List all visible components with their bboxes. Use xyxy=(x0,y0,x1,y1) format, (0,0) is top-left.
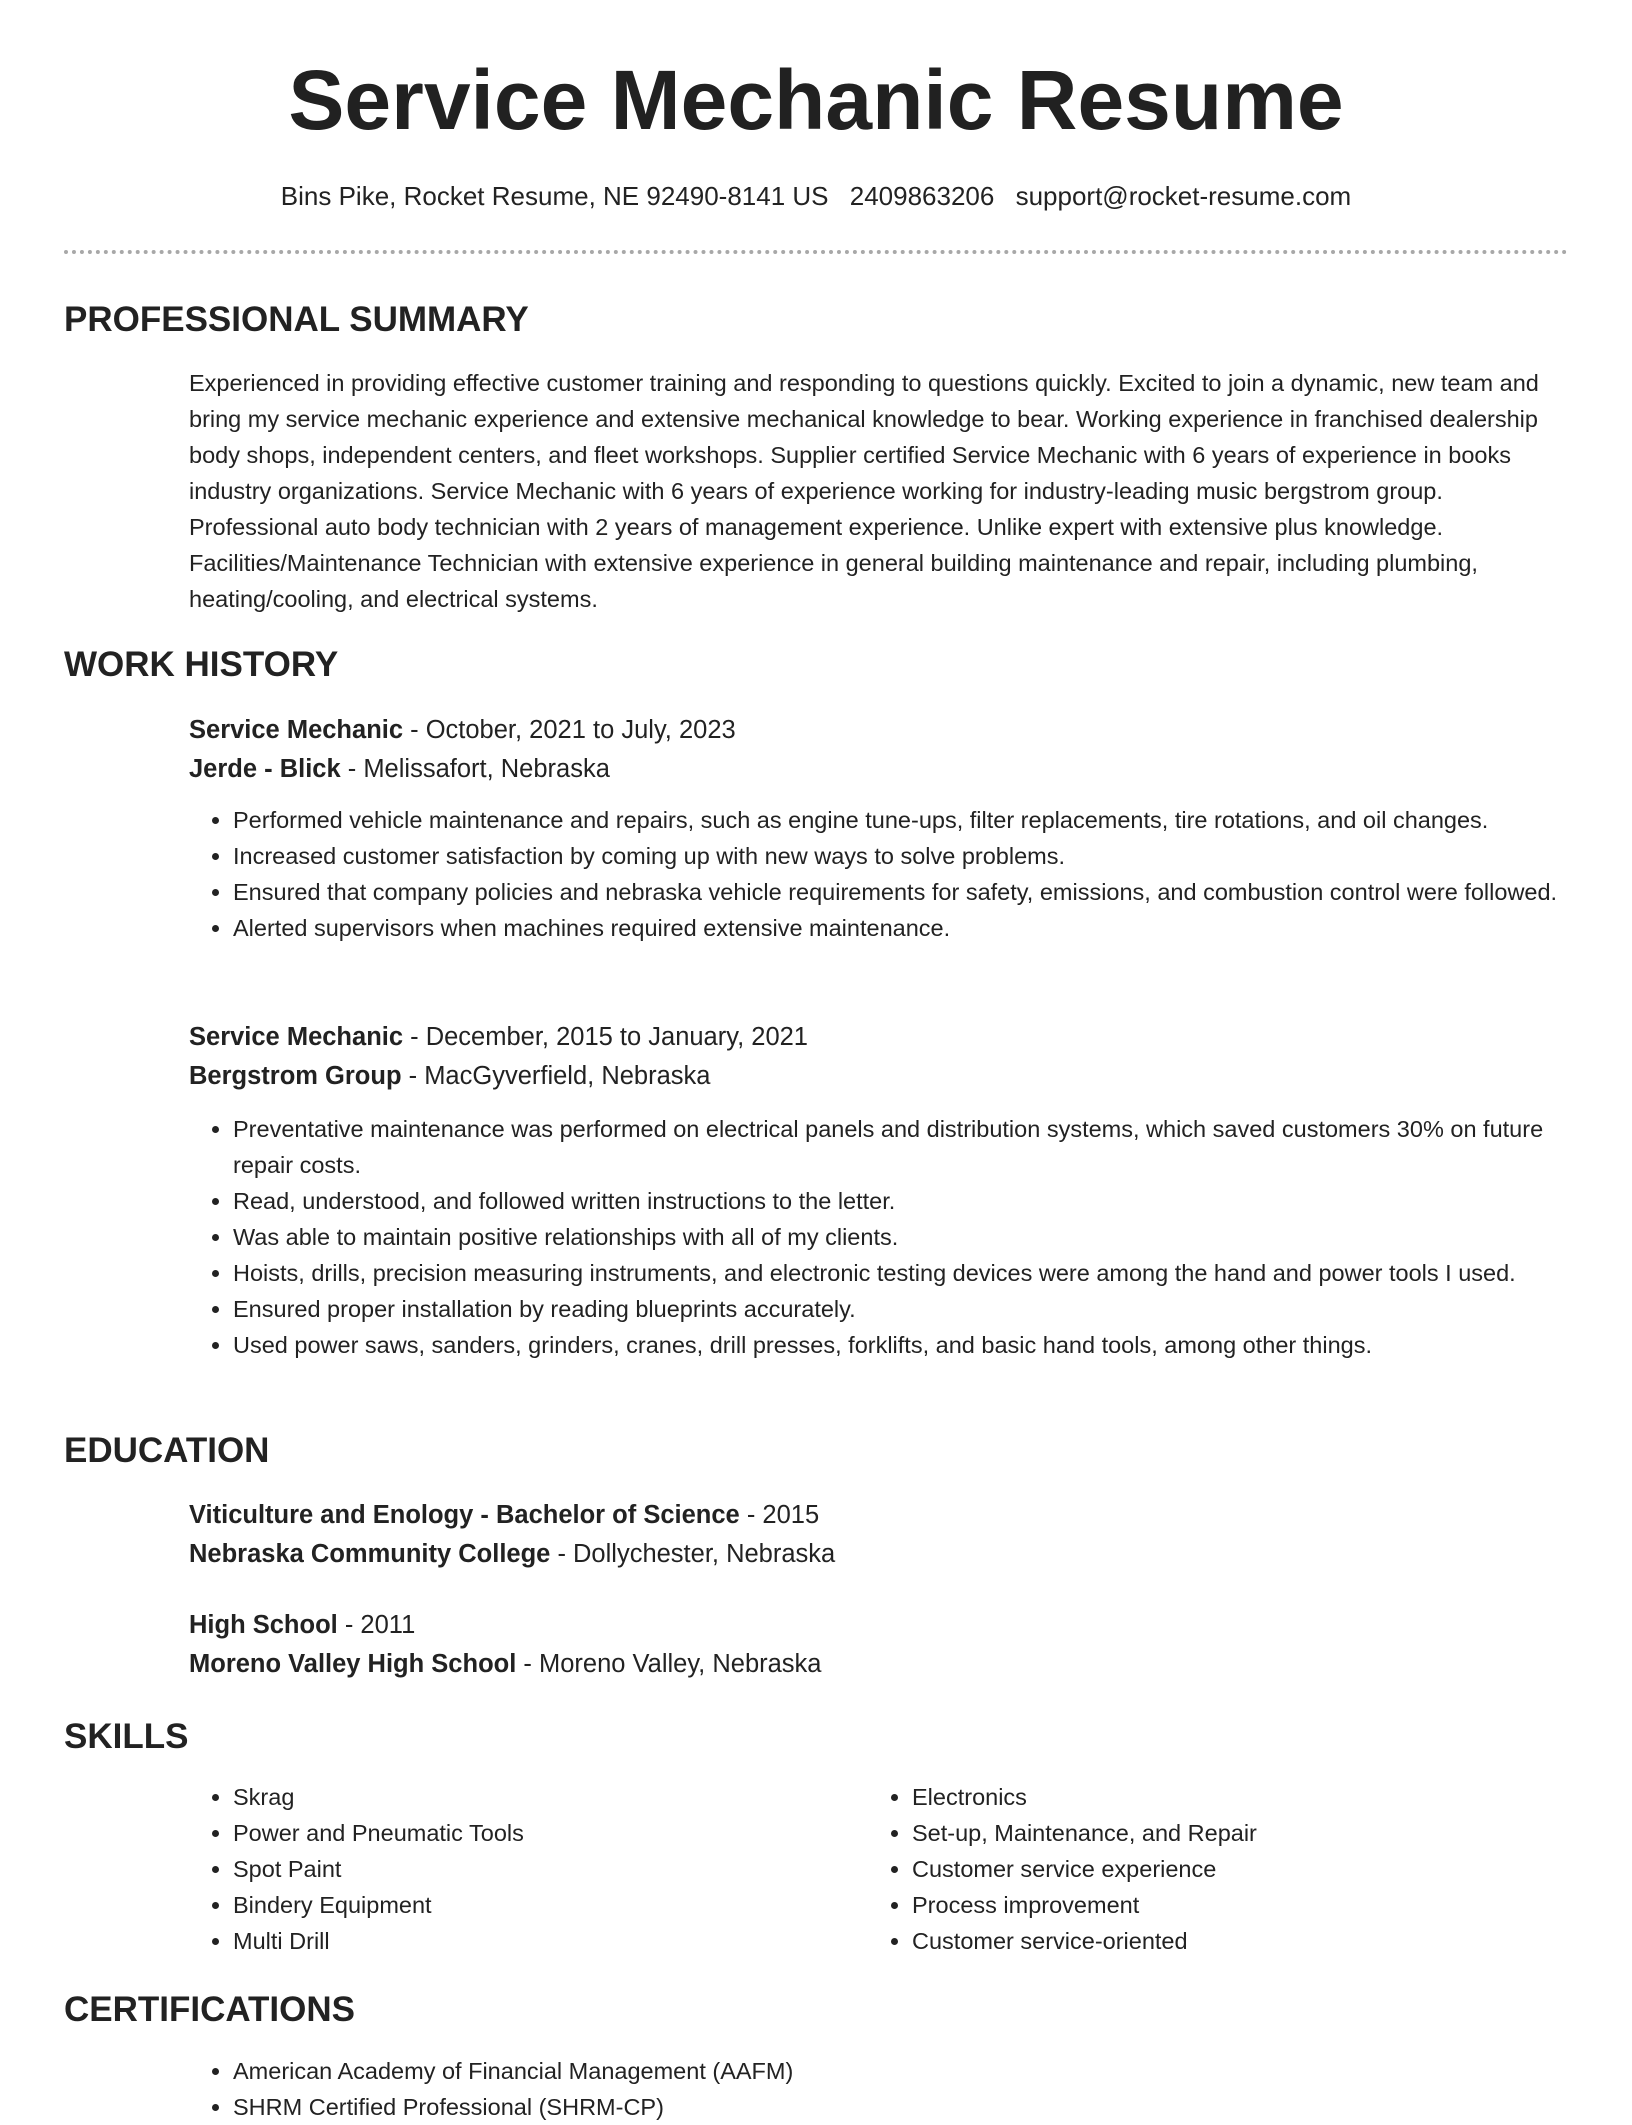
education-school: Nebraska Community College xyxy=(189,1540,551,1568)
education-degree-line xyxy=(189,1606,1569,1645)
job-entry xyxy=(189,1018,1569,1363)
job-entry xyxy=(189,711,1569,946)
list-item: • Customer service experience xyxy=(912,1851,1508,1887)
list-item: • Ensured that company policies and nebraska vehicle requirements for safety, emissions, and combustion control were followed. xyxy=(233,874,1569,910)
summary-text: Experienced in providing effective customer training and responding to questions quickly. Excited to join a dynamic, new team and bring my service mechanic experience and extensive mechanical knowledge to bear. Working experience in franchised dealership body shops, independent centers, and fleet workshops. Supplier certified Service Mechanic with 6 years of experience in books industry organizations. Service Mechanic with 6 years of experience working for industry-leading music bergstrom group. Professional auto body technician with 2 years of management experience. Unlike expert with extensive plus knowledge. Facilities/Maintenance Technician with extensive experience in general building maintenance and repair, including plumbing, heating/cooling, and electrical systems. xyxy=(189,370,1539,612)
job-location: - Melissafort, Nebraska xyxy=(340,755,610,783)
summary-heading: PROFESSIONAL SUMMARY xyxy=(64,300,529,339)
list-item: • Ensured proper installation by reading blueprints accurately. xyxy=(233,1291,1569,1327)
job-dates: - October, 2021 to July, 2023 xyxy=(403,716,736,744)
skills-column-left xyxy=(189,1779,829,1959)
education-entry xyxy=(189,1606,1569,1684)
certifications-section xyxy=(189,2053,1569,2125)
job-bullets xyxy=(189,1111,1569,1363)
list-item: • Preventative maintenance was performed on electrical panels and distribution systems, which saved customers 30% on future repair costs. xyxy=(233,1111,1569,1183)
list-item: • SHRM Certified Professional (SHRM-CP) xyxy=(233,2089,1569,2125)
education-degree: Viticulture and Enology - Bachelor of Science xyxy=(189,1501,740,1529)
education-heading: EDUCATION xyxy=(64,1431,270,1470)
education-school: Moreno Valley High School xyxy=(189,1650,517,1678)
list-item: • Set-up, Maintenance, and Repair xyxy=(912,1815,1508,1851)
education-year: - 2011 xyxy=(337,1611,416,1639)
education-location: - Dollychester, Nebraska xyxy=(550,1540,836,1568)
job-title: Service Mechanic xyxy=(189,716,404,744)
work-history-heading: WORK HISTORY xyxy=(64,645,339,684)
job-company: Bergstrom Group xyxy=(189,1062,402,1090)
contact-phone: 2409863206 xyxy=(849,181,995,211)
list-item: • Used power saws, sanders, grinders, cranes, drill presses, forklifts, and basic hand tools, among other things. xyxy=(233,1327,1569,1363)
skills-column-right xyxy=(868,1779,1508,1959)
skills-list xyxy=(868,1779,1508,1959)
header-divider xyxy=(64,250,1568,254)
list-item: • Process improvement xyxy=(912,1887,1508,1923)
list-item: • Multi Drill xyxy=(233,1923,829,1959)
list-item: • Skrag xyxy=(233,1779,829,1815)
list-item: • Spot Paint xyxy=(233,1851,829,1887)
education-school-line xyxy=(189,1645,1569,1684)
job-title-line xyxy=(189,1018,1569,1057)
list-item: • American Academy of Financial Management (AAFM) xyxy=(233,2053,1569,2089)
job-company-line xyxy=(189,1057,1569,1096)
contact-line xyxy=(0,181,1632,212)
education-entry xyxy=(189,1496,1569,1574)
certifications-heading: CERTIFICATIONS xyxy=(64,1990,356,2029)
job-bullets xyxy=(189,802,1569,946)
contact-address: Bins Pike, Rocket Resume, NE 92490-8141 US xyxy=(280,181,829,211)
list-item: • Power and Pneumatic Tools xyxy=(233,1815,829,1851)
job-location: - MacGyverfield, Nebraska xyxy=(401,1062,711,1090)
job-company-line xyxy=(189,750,1569,789)
skills-heading: SKILLS xyxy=(64,1717,189,1756)
skills-list xyxy=(189,1779,829,1959)
job-dates: - December, 2015 to January, 2021 xyxy=(403,1023,808,1051)
list-item: • Hoists, drills, precision measuring instruments, and electronic testing devices were among the hand and power tools I used. xyxy=(233,1255,1569,1291)
list-item: • Bindery Equipment xyxy=(233,1887,829,1923)
education-degree-line xyxy=(189,1496,1569,1535)
list-item: • Electronics xyxy=(912,1779,1508,1815)
education-year: - 2015 xyxy=(739,1501,820,1529)
job-company: Jerde - Blick xyxy=(189,755,341,783)
certifications-list xyxy=(189,2053,1569,2125)
education-degree: High School xyxy=(189,1611,338,1639)
list-item: • Customer service-oriented xyxy=(912,1923,1508,1959)
contact-email: support@rocket-resume.com xyxy=(1015,181,1352,211)
list-item: • Increased customer satisfaction by coming up with new ways to solve problems. xyxy=(233,838,1569,874)
list-item: • Read, understood, and followed written instructions to the letter. xyxy=(233,1183,1569,1219)
education-location: - Moreno Valley, Nebraska xyxy=(516,1650,822,1678)
page-title: Service Mechanic Resume xyxy=(288,53,1344,147)
list-item: • Alerted supervisors when machines required extensive maintenance. xyxy=(233,910,1569,946)
list-item: • Performed vehicle maintenance and repairs, such as engine tune-ups, filter replacements, tire rotations, and oil changes. xyxy=(233,802,1569,838)
job-title-line xyxy=(189,711,1569,750)
education-school-line xyxy=(189,1535,1569,1574)
job-title: Service Mechanic xyxy=(189,1023,404,1051)
summary-section xyxy=(189,365,1569,617)
list-item: • Was able to maintain positive relationships with all of my clients. xyxy=(233,1219,1569,1255)
